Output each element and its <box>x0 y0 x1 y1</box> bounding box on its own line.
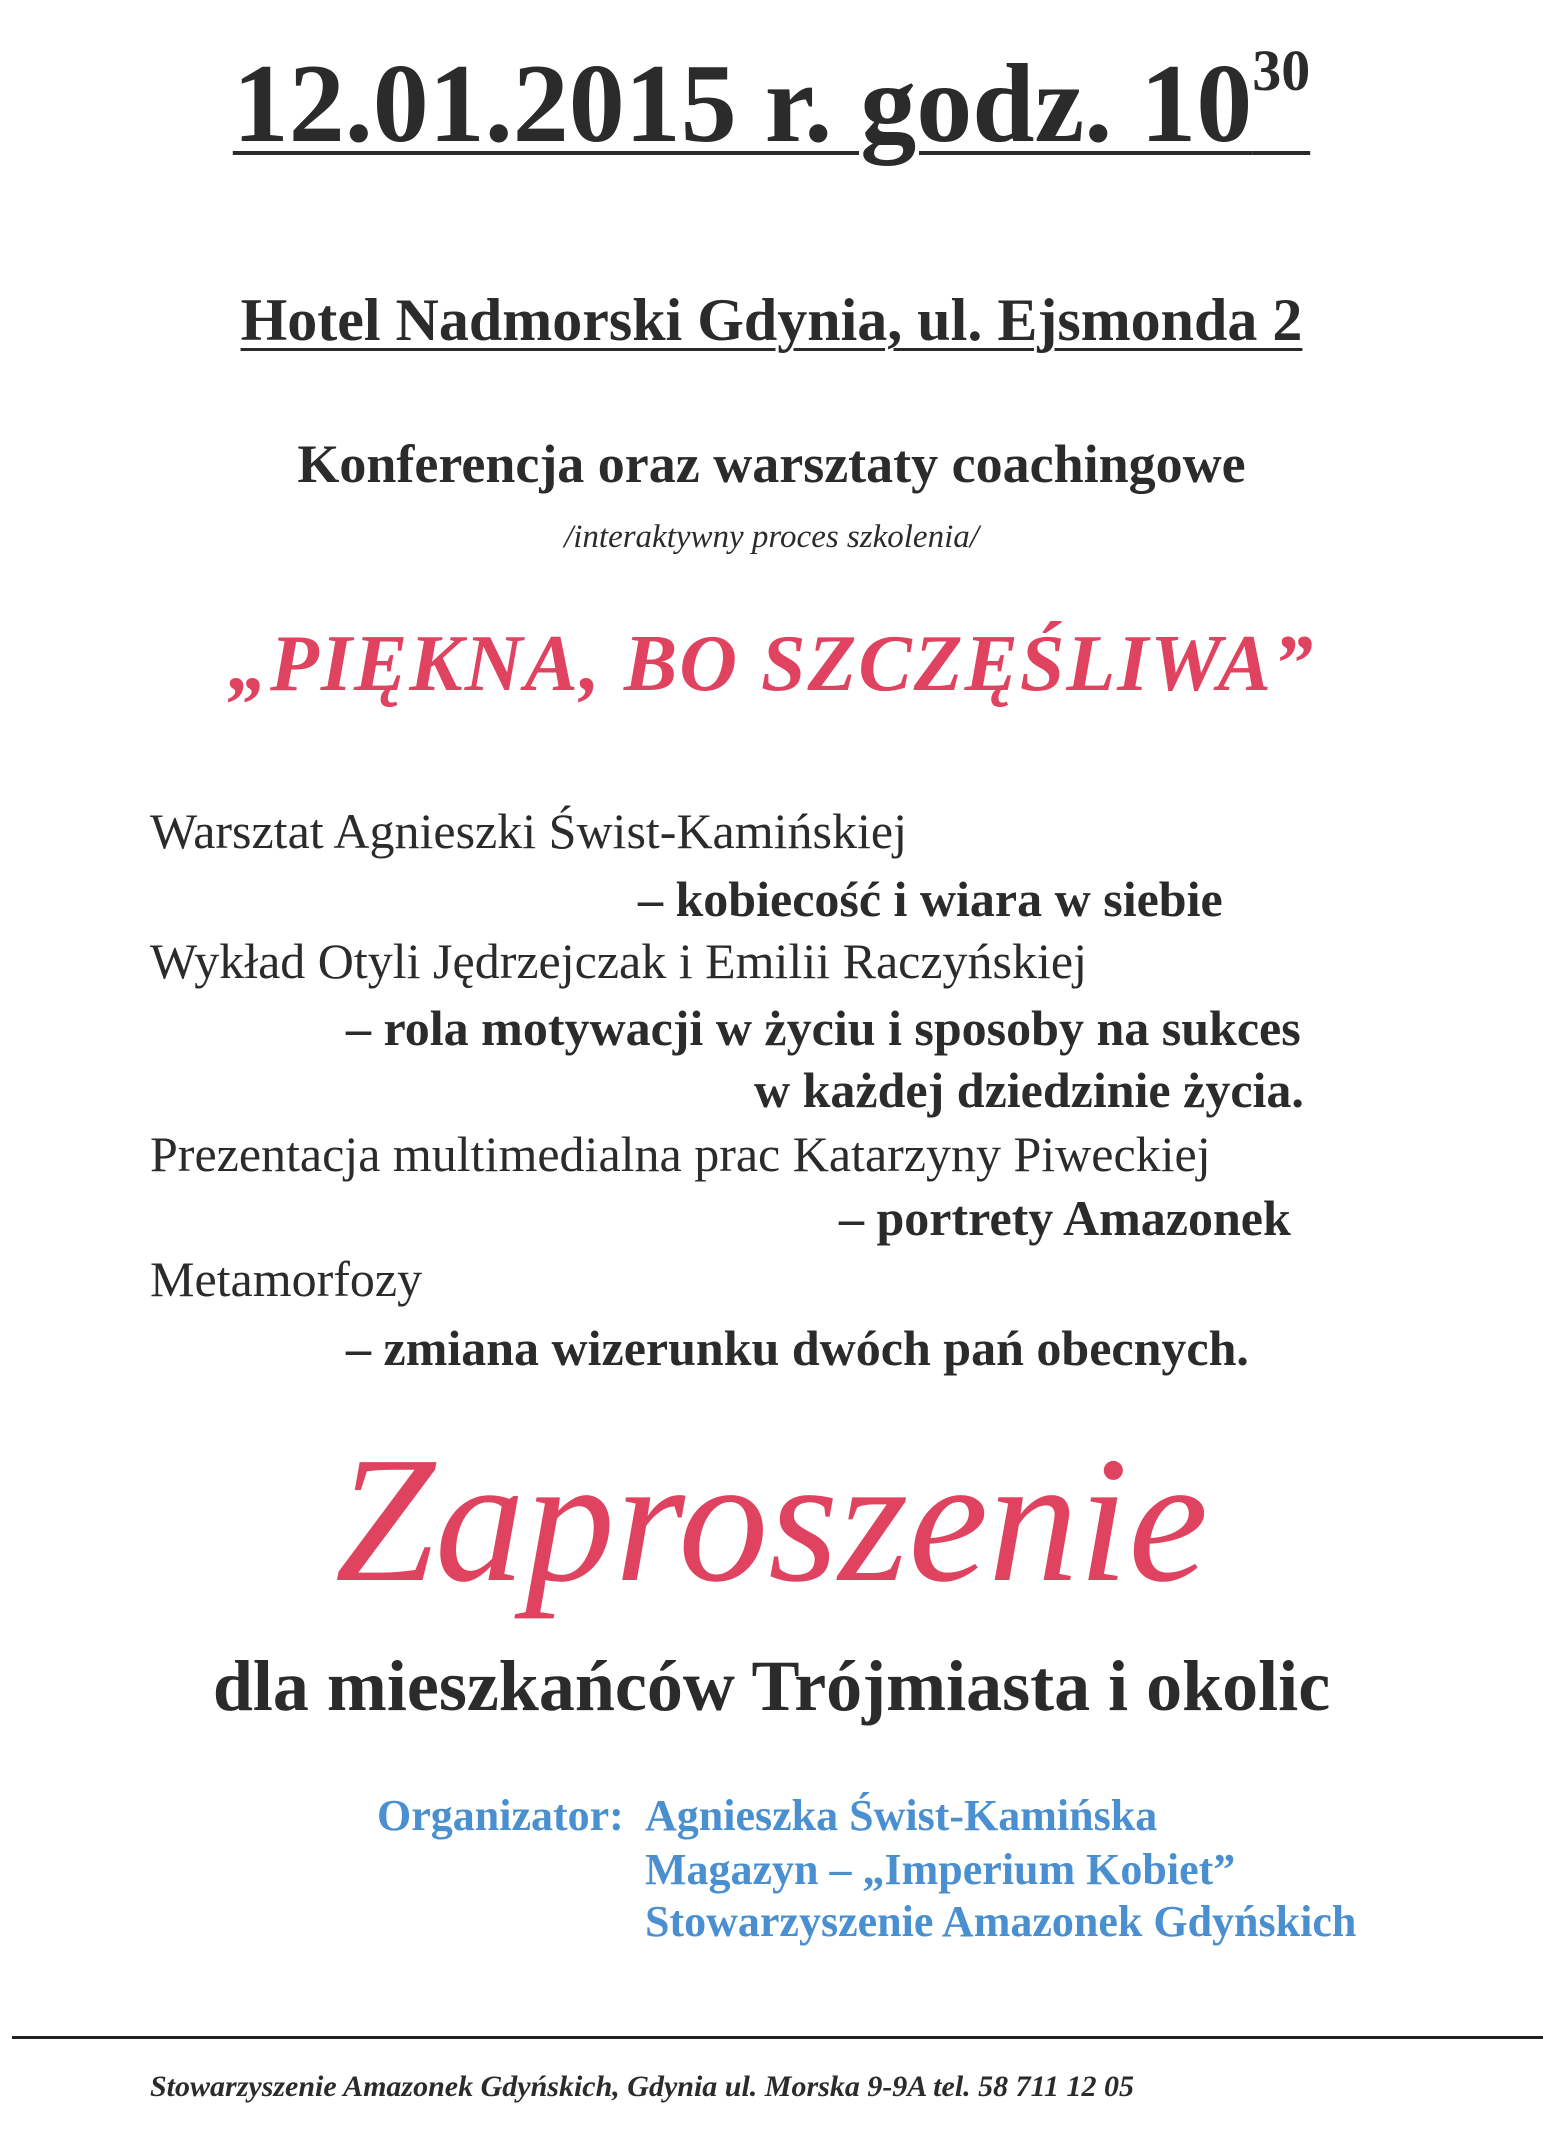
time-minutes: 30 <box>1252 38 1311 103</box>
event-date-time <box>0 38 1543 166</box>
program-item-title: Warsztat Agnieszki Świst-Kamińskiej <box>150 803 907 859</box>
invitation-audience: dla mieszkańców Trójmiasta i okolic <box>212 1646 1331 1726</box>
invitation-heading: Zaproszenie <box>334 1420 1209 1619</box>
footer-divider <box>12 2036 1543 2039</box>
footer-contact: Stowarzyszenie Amazonek Gdyńskich, Gdynia ul. Morska 9-9A tel. 58 711 12 05 <box>150 2070 1134 2103</box>
program-item-detail: – portrety Amazonek <box>839 1190 1291 1246</box>
program-item-detail: – kobiecość i wiara w siebie <box>638 871 1223 927</box>
motto: „PIĘKNA, BO SZCZĘŚLIWA” <box>228 620 1315 708</box>
program-item-detail: – rola motywacji w życiu i sposoby na sukces <box>346 1000 1301 1056</box>
organizer-item: Stowarzyszenie Amazonek Gdyńskich <box>645 1897 1357 1946</box>
program-item-detail: w każdej dziedzinie życia. <box>754 1062 1304 1118</box>
program-item-title: Wykład Otyli Jędrzejczak i Emilii Raczyńskiej <box>150 933 1087 989</box>
date-time-text: 12.01.2015 r. godz. 10 <box>232 42 1253 166</box>
organizer-item: Agnieszka Świst-Kamińska <box>645 1791 1158 1840</box>
program-item-title: Metamorfozy <box>150 1251 423 1307</box>
venue: Hotel Nadmorski Gdynia, ul. Ejsmonda 2 <box>240 287 1303 353</box>
event-note: /interaktywny proces szkolenia/ <box>564 519 979 555</box>
program-item-title: Prezentacja multimedialna prac Katarzyny Piweckiej <box>150 1126 1211 1182</box>
event-type: Konferencja oraz warsztaty coachingowe <box>297 434 1246 494</box>
organizer-item: Magazyn – „Imperium Kobiet” <box>645 1845 1236 1894</box>
organizer-label: Organizator: <box>377 1791 624 1840</box>
program-item-detail: – zmiana wizerunku dwóch pań obecnych. <box>346 1320 1249 1376</box>
